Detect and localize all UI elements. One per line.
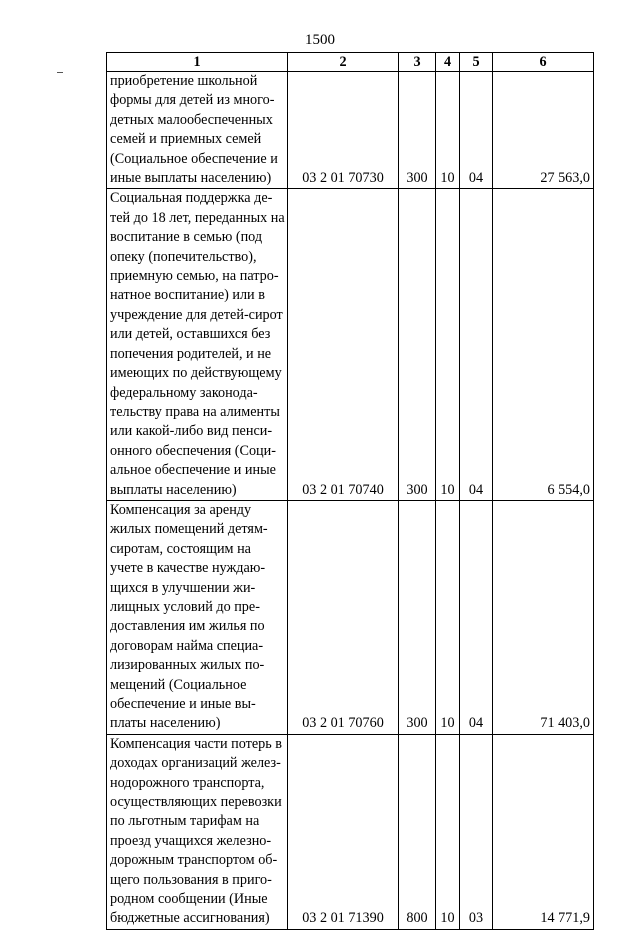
row-name-line: проезд учащихся железно- bbox=[110, 832, 272, 849]
row-name-line: приобретение школьной bbox=[110, 73, 258, 89]
row-amount-cell: 71 403,0 bbox=[493, 500, 594, 734]
row-name-line: натное воспитание) или в bbox=[110, 287, 265, 304]
row-amount-cell: 14 771,9 bbox=[493, 734, 594, 929]
row-amount-cell: 6 554,0 bbox=[493, 189, 594, 501]
row-code-cell: 03 2 01 70740 bbox=[288, 189, 399, 501]
row-name-cell bbox=[107, 72, 288, 189]
row-col3-cell: 300 bbox=[399, 189, 436, 501]
table-row bbox=[107, 500, 594, 734]
header-col-4: 4 bbox=[436, 53, 460, 72]
row-name-line: щихся в улучшении жи- bbox=[110, 579, 256, 596]
row-col4-cell: 10 bbox=[436, 500, 460, 734]
row-name-line: опеку (попечительство), bbox=[110, 248, 257, 265]
row-name-line: воспитание в семью (под bbox=[110, 229, 263, 246]
row-col5-cell: 03 bbox=[460, 734, 493, 929]
row-name-line: или детей, оставшихся без bbox=[110, 326, 271, 343]
row-name-line: тельству права на алименты bbox=[110, 403, 280, 420]
row-col3-cell: 300 bbox=[399, 500, 436, 734]
row-name-line: учете в качестве нуждаю- bbox=[110, 560, 266, 577]
header-col-3: 3 bbox=[399, 53, 436, 72]
page-number: 1500 bbox=[305, 32, 335, 48]
row-name-line: лищных условий до пре- bbox=[110, 598, 260, 615]
row-name-line: иные выплаты населению) bbox=[110, 170, 272, 187]
row-name-line: Компенсация за аренду bbox=[110, 501, 252, 518]
row-name-line: платы населению) bbox=[110, 715, 221, 732]
row-name-line: или какой-либо вид пенси- bbox=[110, 423, 273, 440]
row-name-line: жилых помещений детям- bbox=[110, 521, 268, 538]
row-name-line: лизированных жилых по- bbox=[110, 657, 265, 674]
row-code-cell: 03 2 01 70730 bbox=[288, 72, 399, 189]
row-name-line: доставления им жилья по bbox=[110, 618, 265, 635]
row-name-line: нодорожного транспорта, bbox=[110, 774, 265, 791]
row-col4-cell: 10 bbox=[436, 189, 460, 501]
row-name-line: Социальная поддержка де- bbox=[110, 190, 273, 207]
row-name-line: щего пользования в приго- bbox=[110, 871, 272, 888]
row-code-cell: 03 2 01 70760 bbox=[288, 500, 399, 734]
row-name-cell bbox=[107, 189, 288, 501]
row-name-cell bbox=[107, 500, 288, 734]
row-name-line: бюджетные ассигнования) bbox=[110, 910, 270, 927]
row-name-cell bbox=[107, 734, 288, 929]
row-col4-cell: 10 bbox=[436, 734, 460, 929]
row-col4-cell: 10 bbox=[436, 72, 460, 189]
row-name-line: детных малообеспеченных bbox=[110, 111, 273, 128]
row-col5-cell: 04 bbox=[460, 72, 493, 189]
header-col-6: 6 bbox=[493, 53, 594, 72]
table-row bbox=[107, 734, 594, 929]
row-name-line: альное обеспечение и иные bbox=[110, 462, 276, 479]
table-row bbox=[107, 72, 594, 189]
row-name-line: мещений (Социальное bbox=[110, 676, 247, 693]
header-col-5: 5 bbox=[460, 53, 493, 72]
row-name-line: сиротам, состоящим на bbox=[110, 540, 251, 557]
row-name-line: выплаты населению) bbox=[110, 481, 237, 498]
table-row bbox=[107, 189, 594, 501]
row-name-line: осуществляющих перевозки bbox=[110, 794, 282, 811]
margin-mark bbox=[57, 72, 63, 73]
row-name-line: тей до 18 лет, переданных на bbox=[110, 209, 285, 226]
row-name-line: обеспечение и иные вы- bbox=[110, 696, 256, 712]
row-col3-cell: 300 bbox=[399, 72, 436, 189]
row-name-line: приемную семью, на патро- bbox=[110, 268, 279, 285]
row-code-cell: 03 2 01 71390 bbox=[288, 734, 399, 929]
row-name-line: семей и приемных семей bbox=[110, 131, 262, 148]
row-amount-cell: 27 563,0 bbox=[493, 72, 594, 189]
row-name-line: попечения родителей, и не bbox=[110, 345, 272, 362]
table-body bbox=[107, 72, 594, 930]
row-col3-cell: 800 bbox=[399, 734, 436, 929]
row-name-line: имеющих по действующему bbox=[110, 365, 282, 382]
row-name-line: Компенсация части потерь в bbox=[110, 735, 282, 752]
row-name-line: договорам найма специа- bbox=[110, 637, 264, 654]
header-col-1: 1 bbox=[107, 53, 288, 72]
header-col-2: 2 bbox=[288, 53, 399, 72]
header-row bbox=[107, 53, 594, 72]
row-col5-cell: 04 bbox=[460, 189, 493, 501]
row-col5-cell: 04 bbox=[460, 500, 493, 734]
row-name-line: (Социальное обеспечение и bbox=[110, 150, 278, 167]
row-name-line: федеральному законода- bbox=[110, 384, 258, 401]
row-name-line: формы для детей из много- bbox=[110, 92, 275, 109]
row-name-line: дорожным транспортом об- bbox=[110, 852, 278, 869]
budget-table bbox=[106, 52, 594, 930]
row-name-line: по льготным тарифам на bbox=[110, 813, 260, 830]
row-name-line: доходах организаций желез- bbox=[110, 755, 281, 772]
row-name-line: онного обеспечения (Соци- bbox=[110, 442, 276, 459]
row-name-line: родном сообщении (Иные bbox=[110, 891, 268, 908]
row-name-line: учреждение для детей-сирот bbox=[110, 306, 283, 323]
